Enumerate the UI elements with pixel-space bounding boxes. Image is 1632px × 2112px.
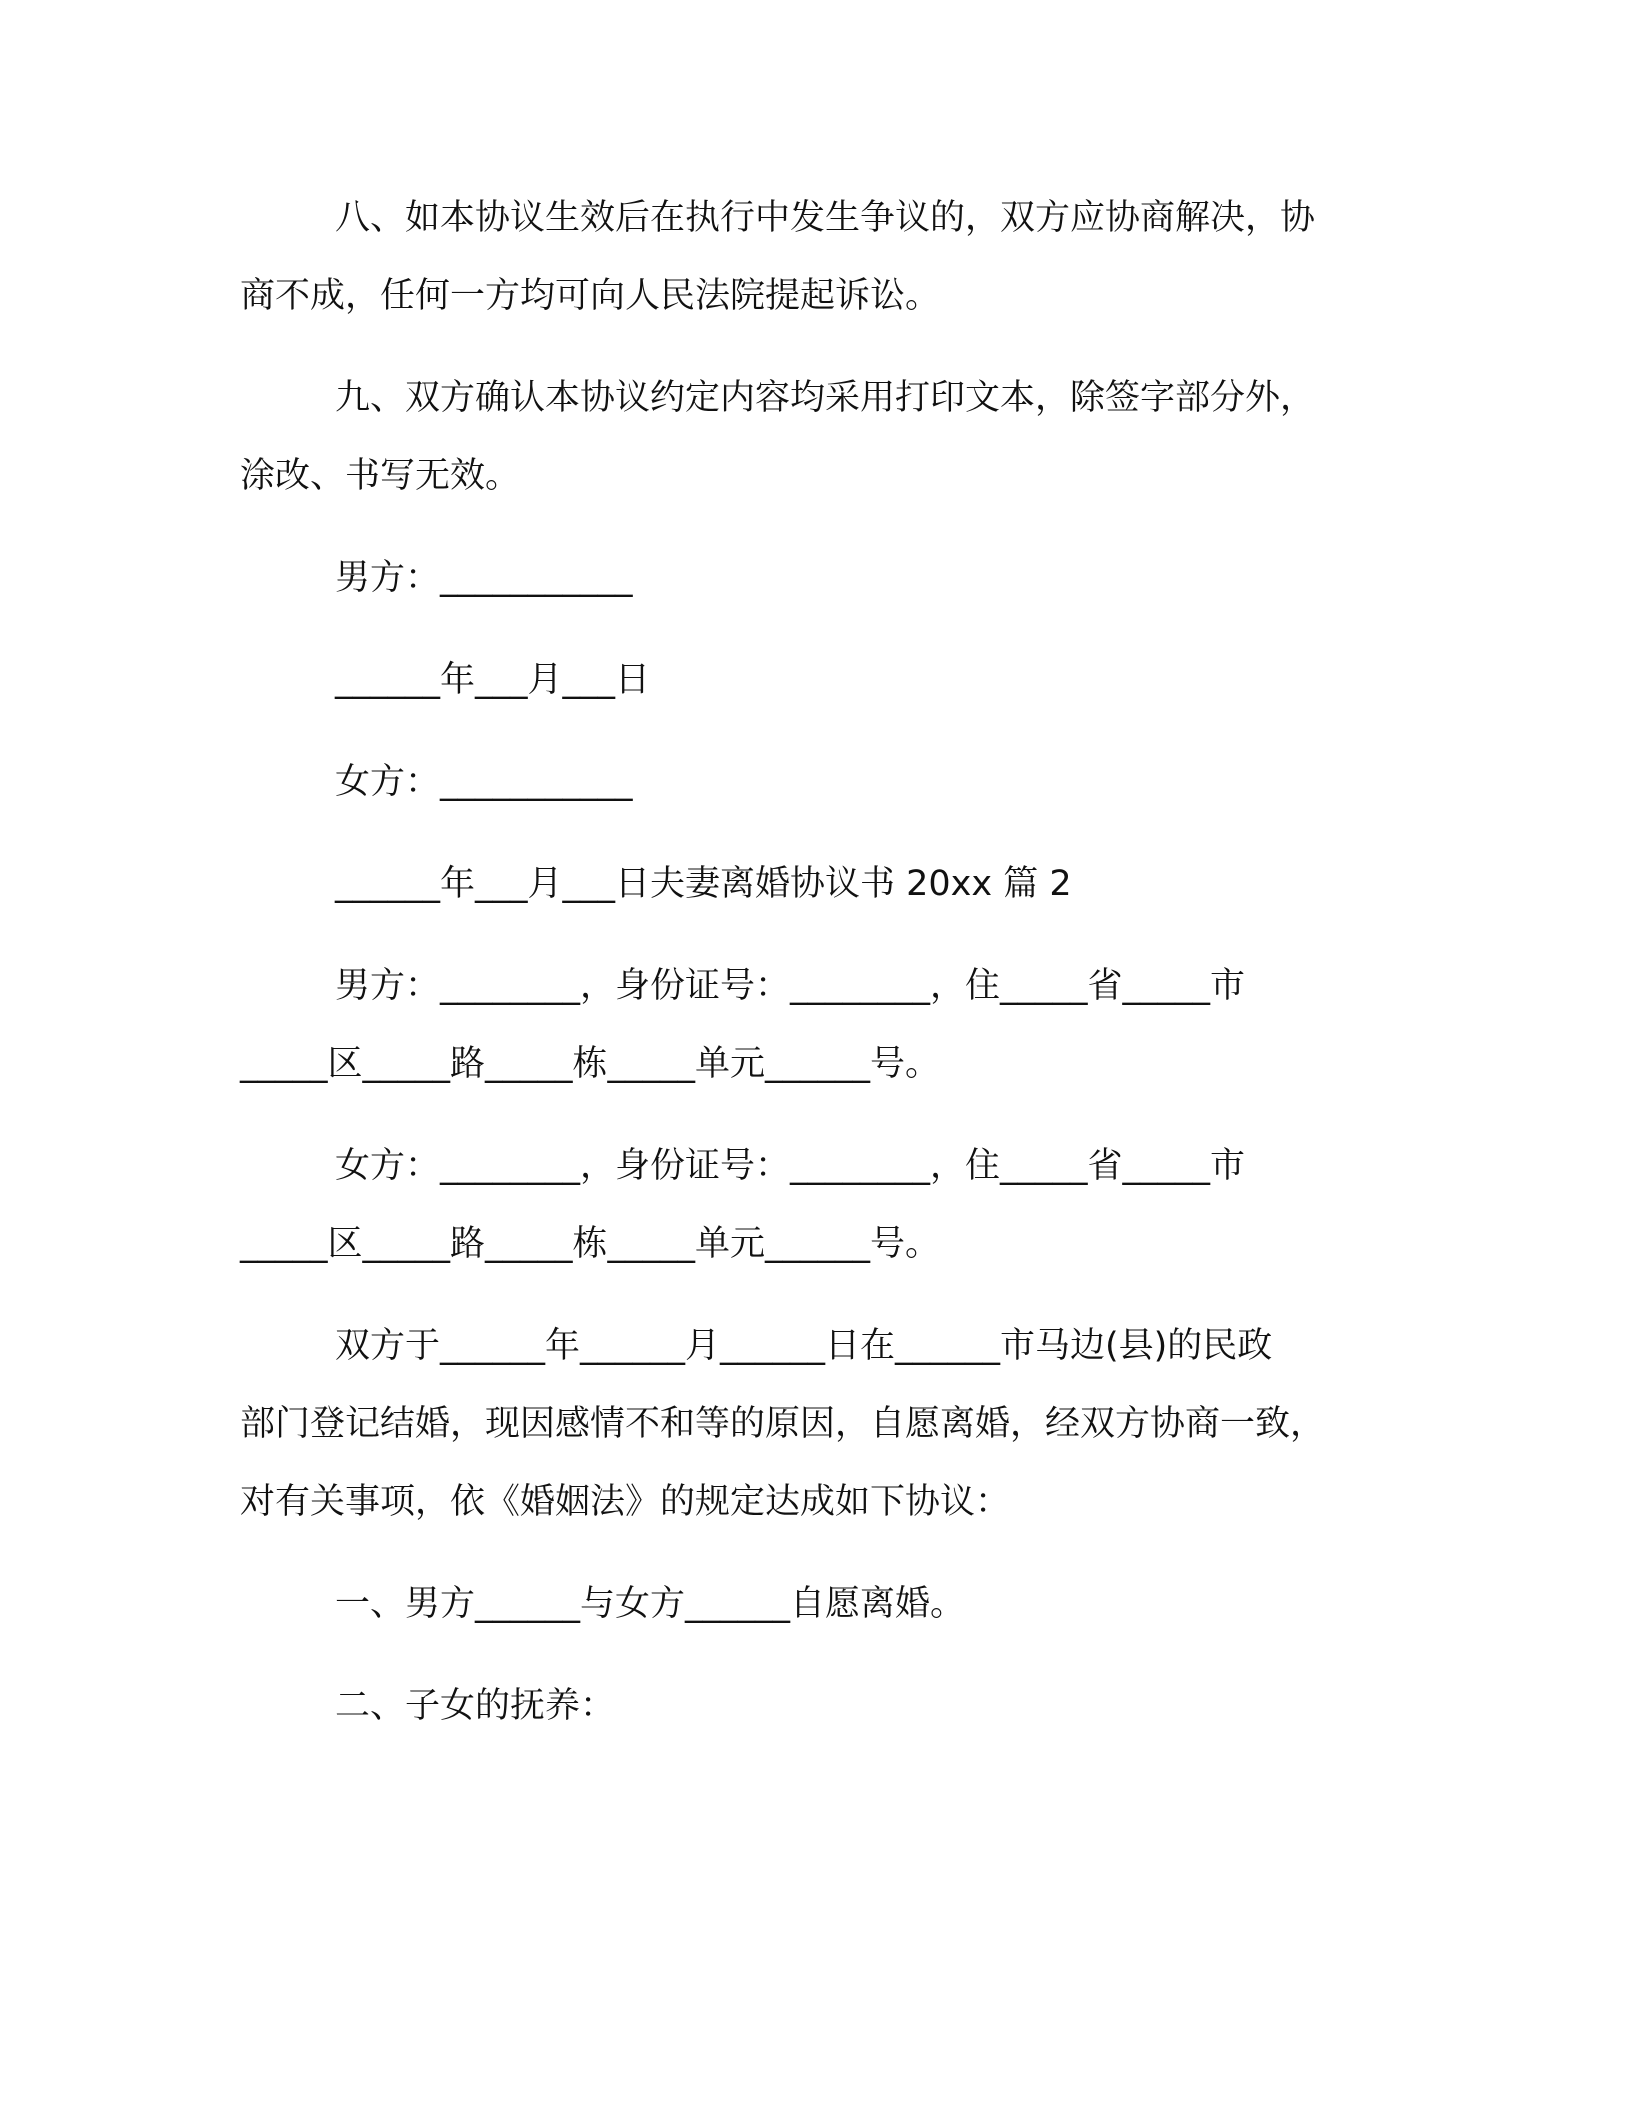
marriage-registration-line-1: 双方于______年______月______日在______市马边(县)的民政 (335, 1326, 1273, 1366)
clause-9-line-1: 九、双方确认本协议约定内容均采用打印文本，除签字部分外， (335, 378, 1316, 418)
agreement-clause-2: 二、子女的抚养： (335, 1686, 616, 1726)
female-signature-date-and-title: ______年___月___日夫妻离婚协议书 20xx 篇 2 (335, 864, 1072, 904)
marriage-registration-line-2: 部门登记结婚，现因感情不和等的原因，自愿离婚，经双方协商一致， (240, 1404, 1326, 1444)
male-signature-date: ______年___月___日 (335, 660, 651, 700)
female-signature-line: 女方：___________ (335, 762, 633, 802)
clause-8-line-1: 八、如本协议生效后在执行中发生争议的，双方应协商解决，协 (335, 198, 1316, 238)
male-info-line-2: _____区_____路_____栋_____单元______号。 (240, 1044, 941, 1084)
male-signature-line: 男方：___________ (335, 558, 633, 598)
female-info-line-1: 女方：________，身份证号：________，住_____省_____市 (335, 1146, 1246, 1186)
agreement-clause-1: 一、男方______与女方______自愿离婚。 (335, 1584, 966, 1624)
marriage-registration-line-3: 对有关事项，依《婚姻法》的规定达成如下协议： (240, 1482, 1011, 1522)
clause-8-line-2: 商不成，任何一方均可向人民法院提起诉讼。 (240, 276, 941, 316)
male-info-line-1: 男方：________，身份证号：________，住_____省_____市 (335, 966, 1246, 1006)
female-info-line-2: _____区_____路_____栋_____单元______号。 (240, 1224, 941, 1264)
clause-9-line-2: 涂改、书写无效。 (240, 456, 521, 496)
